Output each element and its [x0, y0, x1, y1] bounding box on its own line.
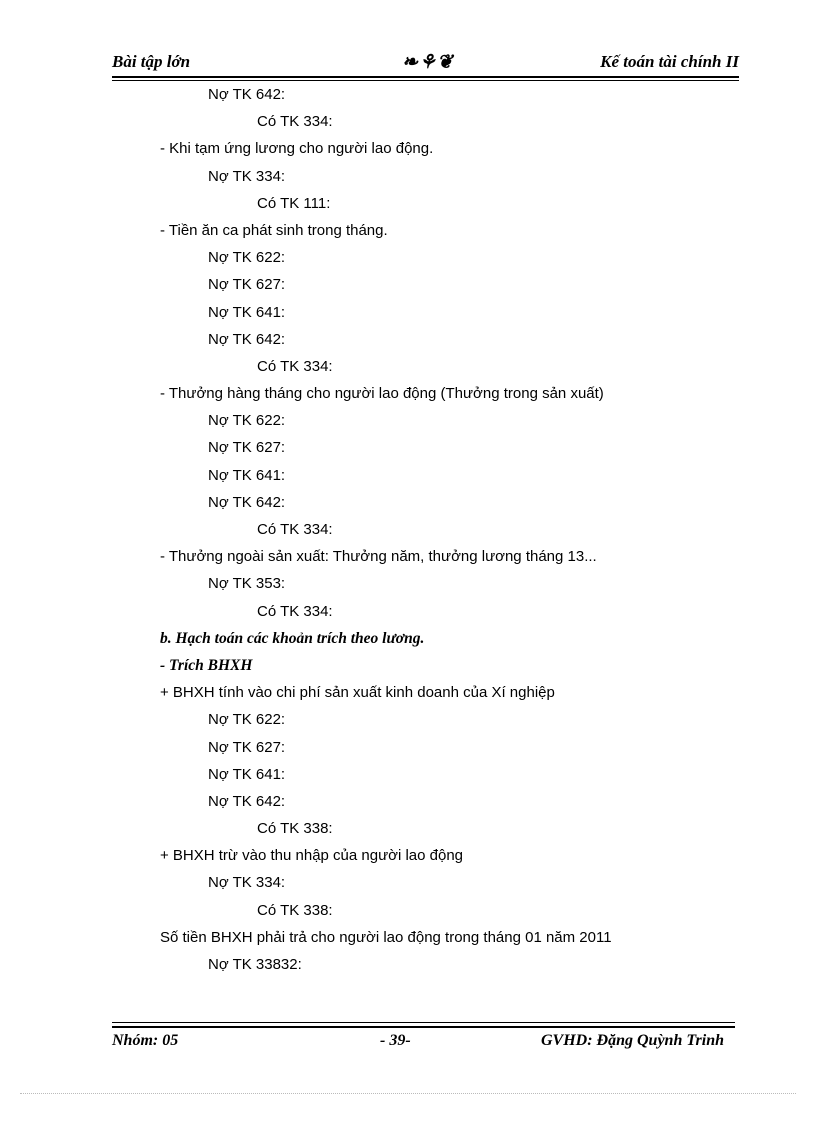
journal-entry-line: Nợ TK 622: [208, 711, 286, 729]
journal-entry-line: Nợ TK 641: [208, 765, 286, 783]
header-left-title: Bài tập lớn [112, 52, 191, 71]
journal-entry-line: Có TK 334: [257, 357, 333, 375]
journal-entry-line: Nợ TK 334: [208, 167, 286, 185]
journal-entry-line: Nợ TK 642: [208, 792, 286, 810]
page-header [112, 52, 739, 76]
journal-entry-line: Nợ TK 641: [208, 466, 286, 484]
text-line: + BHXH trừ vào thu nhập của người lao động [160, 847, 464, 865]
journal-entry-line: Nợ TK 642: [208, 493, 286, 511]
footer-rule-thick [112, 1026, 735, 1028]
text-line: Số tiền BHXH phải trả cho người lao động trong tháng 01 năm 2011 [160, 928, 612, 946]
journal-entry-line: Có TK 338: [257, 820, 333, 838]
footer-instructor: GVHD: Đặng Quỳnh Trinh [540, 1032, 724, 1049]
text-line: - Khi tạm ứng lương cho người lao động. [160, 140, 434, 158]
header-ornament-icon: ❧⚘❦ [402, 52, 454, 73]
section-heading: b. Hạch toán các khoản trích theo lương. [160, 629, 425, 647]
document-body [160, 81, 740, 978]
journal-entry-line: Nợ TK 353: [208, 575, 286, 593]
journal-entry-line: Nợ TK 627: [208, 439, 286, 457]
journal-entry-line: Nợ TK 642: [208, 330, 286, 348]
journal-entry-line: Nợ TK 622: [208, 412, 286, 430]
journal-entry-line: Có TK 334: [257, 602, 333, 620]
journal-entry-line: Có TK 111: [257, 194, 331, 212]
journal-entry-line: Có TK 334: [257, 521, 333, 538]
journal-entry-line: Nợ TK 33832: [208, 956, 302, 973]
text-line: - Thưởng ngoài sản xuất: Thưởng năm, thưởng lương tháng 13... [160, 548, 597, 566]
footer-group: Nhóm: 05 [112, 1032, 179, 1049]
section-heading: - Trích BHXH [160, 656, 253, 674]
journal-entry-line: Nợ TK 641: [208, 303, 286, 321]
text-line: + BHXH tính vào chi phí sản xuất kinh doanh của Xí nghiệp [160, 684, 555, 702]
journal-entry-line: Nợ TK 642: [208, 86, 286, 103]
text-line: - Tiền ăn ca phát sinh trong tháng. [160, 221, 388, 239]
page-footer [112, 1032, 724, 1054]
page-number: - 39- [380, 1032, 411, 1049]
footer-rule-thin [112, 1022, 735, 1023]
journal-entry-line: Có TK 338: [257, 901, 333, 919]
journal-entry-line: Có TK 334: [257, 113, 333, 131]
text-line: - Thưởng hàng tháng cho người lao động (Thưởng trong sản xuất) [160, 385, 604, 403]
page-edge-dotted-line [20, 1093, 796, 1094]
header-right-title: Kế toán tài chính II [600, 52, 739, 71]
journal-entry-line: Nợ TK 627: [208, 276, 286, 294]
header-rule-thick [112, 76, 739, 78]
journal-entry-line: Nợ TK 334: [208, 874, 286, 892]
journal-entry-line: Nợ TK 622: [208, 249, 286, 267]
journal-entry-line: Nợ TK 627: [208, 738, 286, 756]
